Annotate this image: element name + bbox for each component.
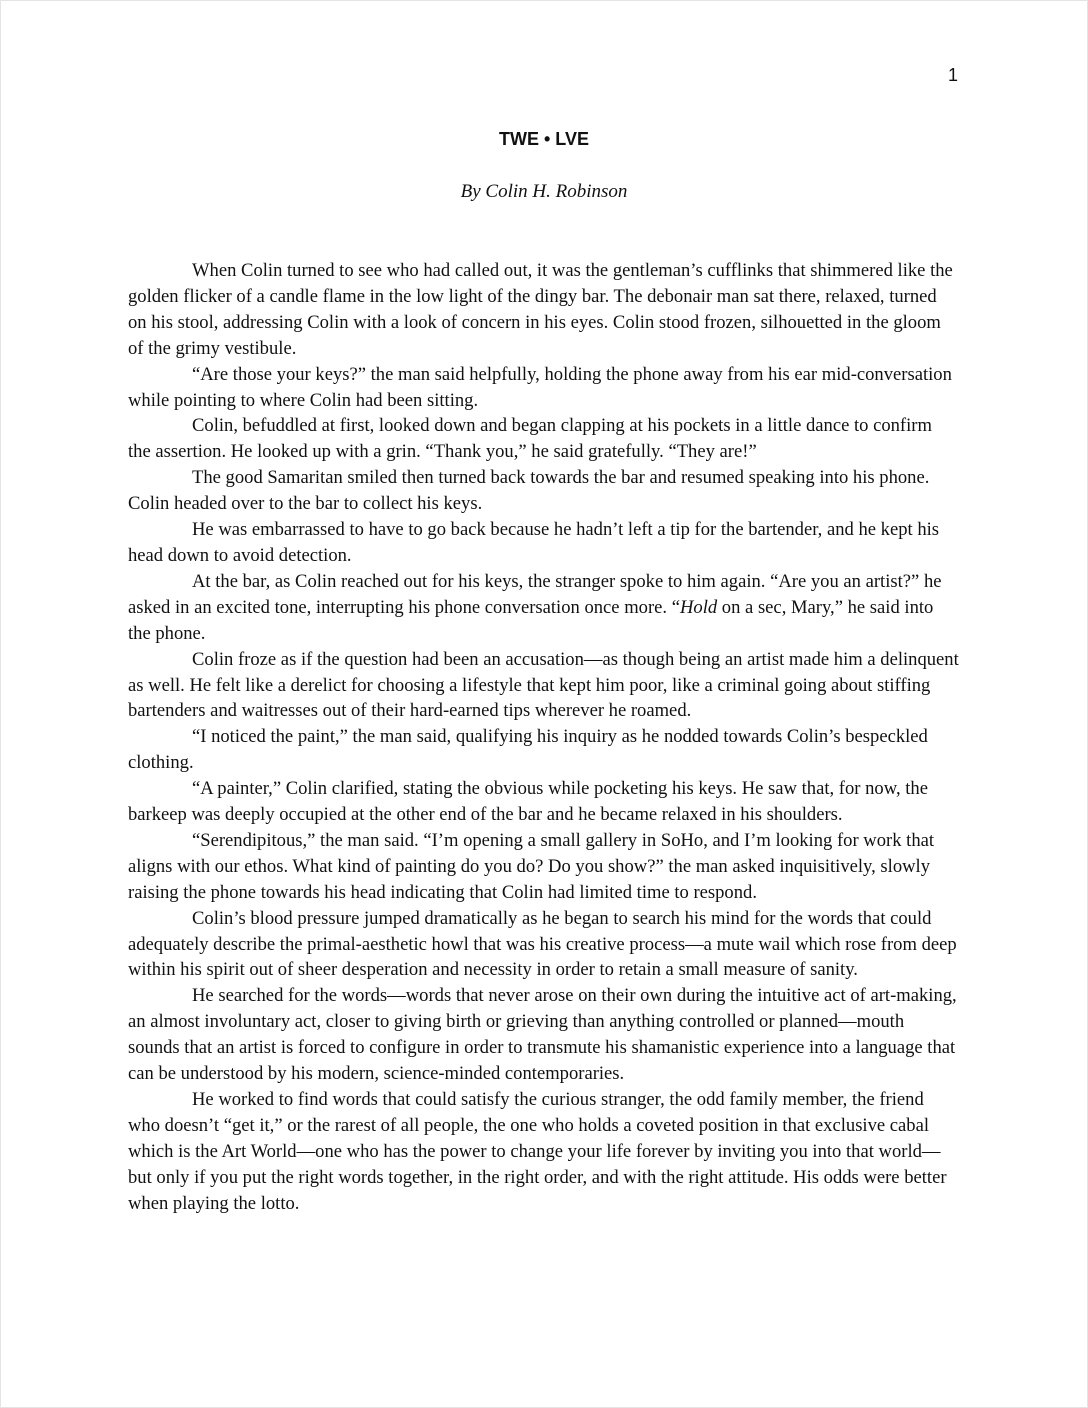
story-title: TWE • LVE [499, 129, 589, 149]
paragraph: He was embarrassed to have to go back because he hadn’t left a tip for the bartender, and he kept his head down to avoid detection. [128, 519, 940, 566]
paragraph-text: At the bar, as Colin reached out for his keys, the stranger spoke to him again. “Are you an artist?” he asked in an excited tone, interrupting his phone conversation once more. “ [128, 570, 942, 618]
paragraph: He searched for the words—words that never arose on their own during the intuitive act of art-making, an almost involuntary act, closer to giving birth or grieving than anything controlled or planned—mouth sounds that an artist is forced to configure in order to transmute his shamanistic experience into a language that can be understood by his modern, science-minded contemporaries. [128, 985, 957, 1085]
paragraph: “I noticed the paint,” the man said, qualifying his inquiry as he nodded towards Colin’s bespeckled clothing. [128, 726, 928, 774]
page-number: 1 [947, 65, 958, 85]
paragraph: Colin’s blood pressure jumped dramatically as he began to search his mind for the words that could adequately describe the primal-aesthetic howl that was his creative process—a mute wail which rose from deep within his spirit out of sheer desperation and necessity in order to retain a small measure of sanity. [128, 907, 957, 981]
paragraph: The good Samaritan smiled then turned back towards the bar and resumed speaking into his phone. Colin headed over to the bar to collect his keys. [128, 467, 930, 515]
document-page [1, 1, 1087, 1407]
paragraph: He worked to find words that could satisfy the curious stranger, the odd family member, the friend who doesn’t “get it,” or the rarest of all people, the one who holds a coveted position in that exclusive cabal which is the Art World—one who has the power to change your life forever by inviting you into that world—but only if you put the right words together, in the right order, and with the right attitude. His odds were better when playing the lotto. [128, 1089, 947, 1214]
paragraph: When Colin turned to see who had called out, it was the gentleman’s cufflinks that shimmered like the golden flicker of a candle flame in the low light of the dingy bar. The debonair man sat there, relaxed, turned on his stool, addressing Colin with a look of concern in his eyes. Colin stood frozen, silhouetted in the gloom of the grimy vestibule. [128, 260, 953, 359]
story-body [128, 258, 959, 1217]
paragraph: Colin, befuddled at first, looked down and began clapping at his pockets in a little dance to confirm the assertion. He looked up with a grin. “Thank you,” he said gratefully. “They are!” [128, 415, 932, 463]
paragraph: “Are those your keys?” the man said helpfully, holding the phone away from his ear mid-conversation while pointing to where Colin had been sitting. [128, 363, 952, 411]
paragraph [128, 569, 959, 647]
story-byline: By Colin H. Robinson [460, 181, 628, 202]
paragraph-text: on a sec, Mary,” he said into the phone. [128, 596, 934, 644]
paragraph: Colin froze as if the question had been an accusation—as though being an artist made him a delinquent as well. He felt like a derelict for choosing a lifestyle that kept him poor, like a criminal going about stiffing bartenders and waitresses out of their hard-earned tips wherever he roamed. [128, 648, 959, 722]
paragraph: “A painter,” Colin clarified, stating the obvious while pocketing his keys. He saw that, for now, the barkeep was deeply occupied at the other end of the bar and he became relaxed in his shoulders. [128, 778, 928, 826]
paragraph: “Serendipitous,” the man said. “I’m opening a small gallery in SoHo, and I’m looking for work that aligns with our ethos. What kind of painting do you do? Do you show?” the man asked inquisitively, slowly raising the phone towards his head indicating that Colin had limited time to respond. [128, 829, 935, 903]
emphasized-word: Hold [679, 596, 718, 618]
